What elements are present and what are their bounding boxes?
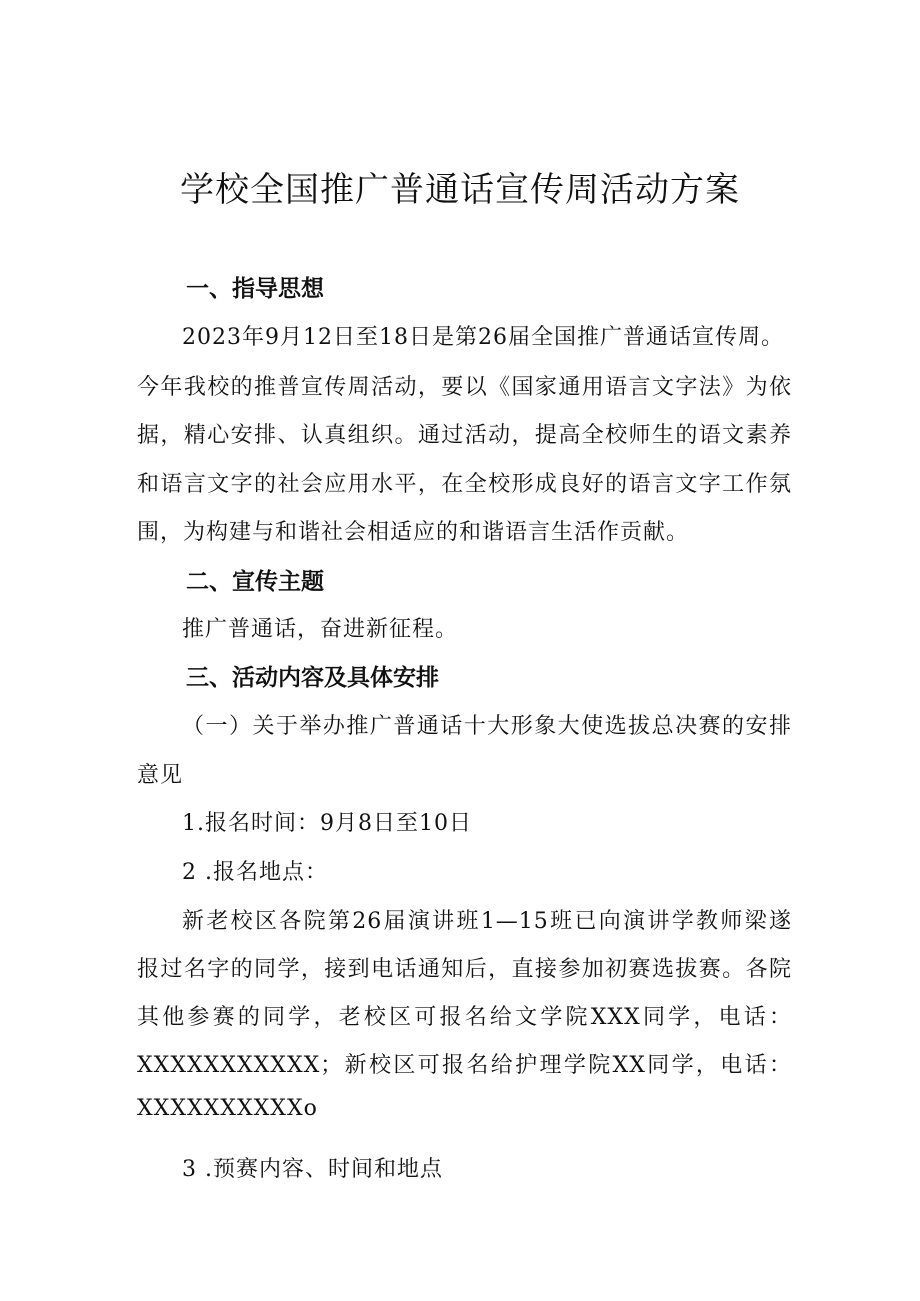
paragraph-line: XXXXXXXXXXX；新校区可报名给护理学院XX同学，电话：	[137, 1053, 792, 1078]
paragraph-line: 围，为构建与和谐社会相适应的和谐语言生活作贡献。	[137, 520, 690, 545]
list-item-preliminary: 3 .预赛内容、时间和地点	[182, 1157, 443, 1182]
paragraph-line: 和语言文字的社会应用水平，在全校形成良好的语言文字工作氛	[137, 472, 792, 497]
paragraph-line: 据，精心安排、认真组织。通过活动，提高全校师生的语文素养	[137, 423, 792, 448]
document-title: 学校全国推广普通话宣传周活动方案	[180, 170, 740, 210]
list-item-registration-time: 1.报名时间：9月8日至10日	[182, 811, 472, 836]
subsection-title: （一）关于举办推广普通话十大形象大使选拔总决赛的安排	[182, 714, 792, 739]
paragraph-line: 今年我校的推普宣传周活动，要以《国家通用语言文字法》为依	[137, 375, 792, 400]
section-heading-guiding-thought: 一、指导思想	[186, 276, 324, 302]
paragraph-line: 推广普通话，奋进新征程。	[182, 617, 459, 642]
paragraph-line: 2023年9月12日至18日是第26届全国推广普通话宣传周。	[182, 325, 784, 350]
section-heading-theme: 二、宣传主题	[186, 569, 324, 595]
section-heading-activities: 三、活动内容及具体安排	[186, 665, 439, 691]
list-item-registration-location: 2 .报名地点：	[182, 860, 328, 885]
subsection-title-continued: 意见	[137, 763, 184, 788]
paragraph-line: XXXXXXXXXXo	[137, 1096, 318, 1121]
paragraph-line: 报过名字的同学，接到电话通知后，直接参加初赛选拔赛。各院	[137, 957, 792, 982]
paragraph-line: 新老校区各院第26届演讲班1—15班已向演讲学教师梁遂	[182, 909, 792, 934]
paragraph-line: 其他参赛的同学，老校区可报名给文学院XXX同学，电话：	[137, 1005, 792, 1030]
